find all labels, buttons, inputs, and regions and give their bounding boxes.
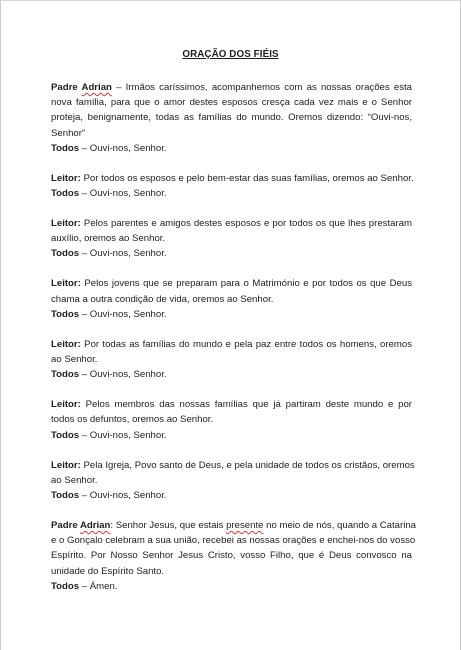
prayer-paragraph <box>51 397 412 443</box>
document-body <box>51 80 416 609</box>
text-run: nova família, para que o amor destes esposos cresça cada vez mais e o Senhor <box>51 97 412 109</box>
text-line <box>51 579 412 594</box>
text-run: – Irmãos caríssimos, acompanhemos com as nossas orações esta <box>111 82 412 93</box>
text-line <box>51 488 412 503</box>
speaker-label: Leitor: <box>51 218 81 230</box>
text-line <box>51 216 412 231</box>
text-run: Senhor” <box>51 127 86 139</box>
text-run: : Senhor Jesus, que estais <box>110 520 227 532</box>
text-run: – Ouvi-nos, Senhor. <box>79 369 167 381</box>
text-line <box>51 171 412 186</box>
text-run: ao Senhor. <box>51 474 98 486</box>
text-line <box>51 397 412 412</box>
text-line <box>51 473 412 488</box>
text-line <box>51 126 412 141</box>
text-run: – Ouvi-nos, Senhor. <box>79 429 167 441</box>
speaker-label: Todos <box>51 248 80 260</box>
text-run: no meio de nós, quando a Catarina <box>263 520 416 532</box>
prayer-paragraph <box>51 216 412 262</box>
speaker-label: Todos <box>51 308 80 320</box>
text-run: – Ouvi-nos, Senhor. <box>79 248 167 260</box>
text-run: Espírito. Por Nosso Senhor Jesus Cristo, vosso Filho, que é Deus convosco na <box>51 550 412 562</box>
text-line <box>51 141 412 156</box>
prayer-paragraph <box>51 518 416 594</box>
document-title: ORAÇÃO DOS FIÉIS <box>182 49 279 60</box>
speaker-label: Todos <box>51 369 80 381</box>
speaker-label: Adrian <box>79 520 111 532</box>
text-run: unidade do Espírito Santo. <box>51 565 165 577</box>
text-line <box>51 412 412 427</box>
text-line <box>51 110 412 125</box>
text-line <box>51 428 412 443</box>
text-line <box>51 337 412 352</box>
text-run: Pelos membros das nossas famílias que já partiram deste mundo e por <box>80 399 412 411</box>
text-line <box>51 80 412 95</box>
text-run: Por todos os esposos e pelo bem-estar das suas famílias, oremos ao Senhor. <box>80 172 414 184</box>
text-run: Pelos jovens que se preparam para o Matrimónio e por todos os que Deus <box>80 278 412 290</box>
text-run: chama a outra condição de vida, oremos ao Senhor. <box>51 293 274 305</box>
text-line <box>51 548 412 563</box>
text-run: todos os defuntos, oremos ao Senhor. <box>51 414 214 426</box>
text-line <box>51 276 412 291</box>
text-run: – Ouvi-nos, Senhor. <box>79 490 167 502</box>
text-run: Pela Igreja, Povo santo de Deus, e pela unidade de todos os cristãos, oremos <box>80 459 415 471</box>
text-line <box>51 458 415 473</box>
text-run: proteja, benignamente, todas as famílias do mundo. Oremos dizendo: “Ouvi-nos, <box>51 112 412 124</box>
text-line <box>51 292 412 307</box>
speaker-label: Leitor: <box>51 338 81 350</box>
speaker-label: Todos <box>51 429 80 441</box>
prayer-paragraph <box>51 171 412 201</box>
text-line <box>51 518 416 533</box>
prayer-paragraph <box>51 80 412 156</box>
speaker-label: Adrian <box>81 82 112 93</box>
prayer-paragraph <box>51 458 415 504</box>
text-line <box>51 95 412 110</box>
text-line <box>51 246 412 261</box>
text-run: Por todas as famílias do mundo e pela paz entre todos os homens, oremos <box>80 338 412 350</box>
speaker-label: Todos <box>51 580 80 592</box>
text-run: – Ouvi-nos, Senhor. <box>79 308 167 320</box>
prayer-paragraph <box>51 276 412 322</box>
speaker-label: Todos <box>51 188 80 200</box>
text-run: auxílio, oremos ao Senhor. <box>51 233 166 245</box>
text-run: Pelos parentes e amigos destes esposos e por todos os que lhes prestaram <box>80 218 412 230</box>
speaker-label: Padre <box>51 520 80 532</box>
prayer-paragraph <box>51 337 412 383</box>
speaker-label: Todos <box>51 490 80 502</box>
text-line <box>51 352 412 367</box>
text-line <box>51 367 412 382</box>
spellcheck-word: presente <box>226 520 264 532</box>
speaker-label: Padre <box>51 82 82 93</box>
text-run: – Ouvi-nos, Senhor. <box>79 188 167 200</box>
speaker-label: Todos <box>51 142 80 154</box>
speaker-label: Leitor: <box>51 172 81 184</box>
text-line <box>51 186 412 201</box>
speaker-label: Leitor: <box>51 399 81 411</box>
text-run: ao Senhor. <box>51 354 98 366</box>
text-line <box>51 307 412 322</box>
text-run: e o Gonçalo celebram a sua união, recebei as nossas orações e enchei-nos do vosso <box>51 535 416 547</box>
speaker-label: Leitor: <box>51 459 81 471</box>
text-line <box>51 564 412 579</box>
text-line <box>51 533 416 548</box>
speaker-label: Leitor: <box>51 278 81 290</box>
text-run: – Ouvi-nos, Senhor. <box>79 142 167 154</box>
text-line <box>51 231 412 246</box>
text-run: – Ámen. <box>79 580 118 592</box>
